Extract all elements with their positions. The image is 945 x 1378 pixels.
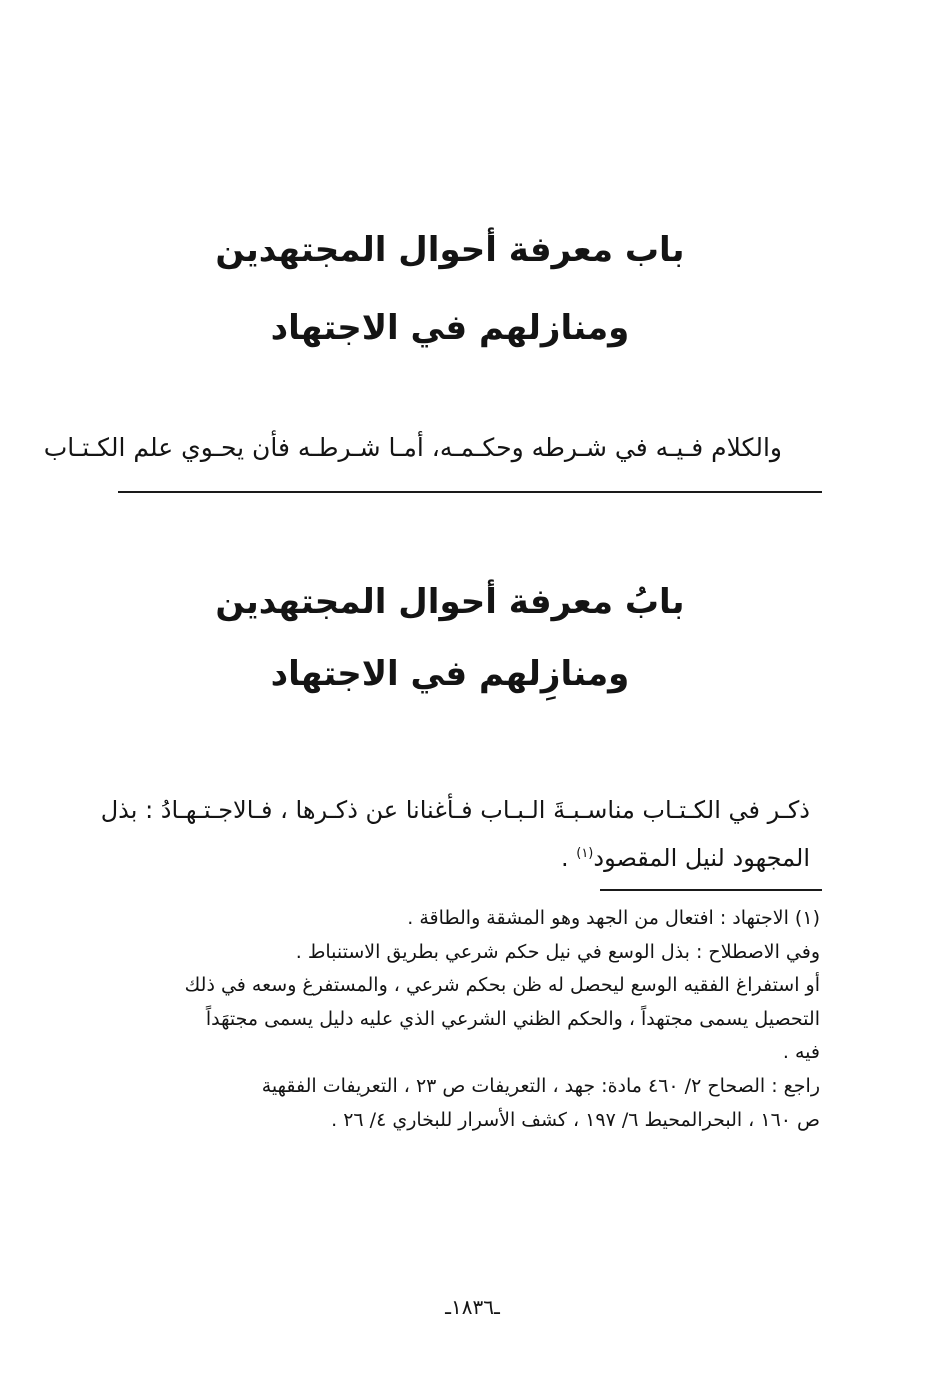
- footnote-line-7: ص ١٦٠ ، البحرالمحيط ٦/ ١٩٧ ، كشف الأسرار للبخاري ٤/ ٢٦ .: [331, 1108, 820, 1131]
- page-number: ـ١٨٣٦ـ: [445, 1295, 500, 1319]
- chapter-heading-2-line-1: بابُ معرفة أحوال المجتهدين: [215, 582, 685, 622]
- footnote-line-2: وفي الاصطلاح : بذل الوسع في نيل حكم شرعي بطريق الاستنباط .: [295, 940, 820, 963]
- section-divider: [118, 491, 822, 493]
- chapter-heading-1-line-1: باب معرفة أحوال المجتهدين: [215, 230, 685, 270]
- main-text-line-1: ذكـر في الكـتـاب مناسـبـةَ الـبـاب فـأغنانا عن ذكـرها ، فـالاجـتـهـادُ : بذل: [100, 796, 810, 824]
- footnote-line-4: التحصيل يسمى مجتهداً ، والحكم الظني الشرعي الذي عليه دليل يسمى مجتهَداً: [205, 1007, 820, 1030]
- footnote-reference-1[interactable]: (١): [576, 846, 594, 861]
- main-text-line-2-end: .: [560, 844, 577, 872]
- chapter-heading-2-line-2: ومنازِلهم في الاجتهاد: [270, 654, 630, 694]
- main-text-line-2-words: المجهود لنيل المقصود: [593, 844, 810, 872]
- intro-line: والكلام فـيـه في شـرطه وحكـمـه، أمـا شـرطـه فأن يحـوي علم الكـتـاب: [43, 433, 782, 462]
- footnotes: [110, 902, 820, 1137]
- footnote-line-3: أو استفراغ الفقيه الوسع ليحصل له ظن بحكم شرعي ، والمستفرغ وسعه في ذلك: [184, 974, 820, 997]
- footnote-line-1: (١) الاجتهاد : افتعال من الجهد وهو المشقة والطاقة .: [407, 907, 820, 929]
- main-text-line-2: [110, 834, 810, 882]
- footnote-line-6: راجع : الصحاح ٢/ ٤٦٠ مادة: جهد ، التعريفات ص ٢٣ ، التعريفات الفقهية: [261, 1074, 820, 1097]
- chapter-heading-1-line-2: ومنازلهم في الاجتهاد: [270, 308, 630, 348]
- footnote-divider: [600, 889, 822, 891]
- main-text: [100, 786, 810, 882]
- footnote-line-5: فيه .: [782, 1041, 820, 1064]
